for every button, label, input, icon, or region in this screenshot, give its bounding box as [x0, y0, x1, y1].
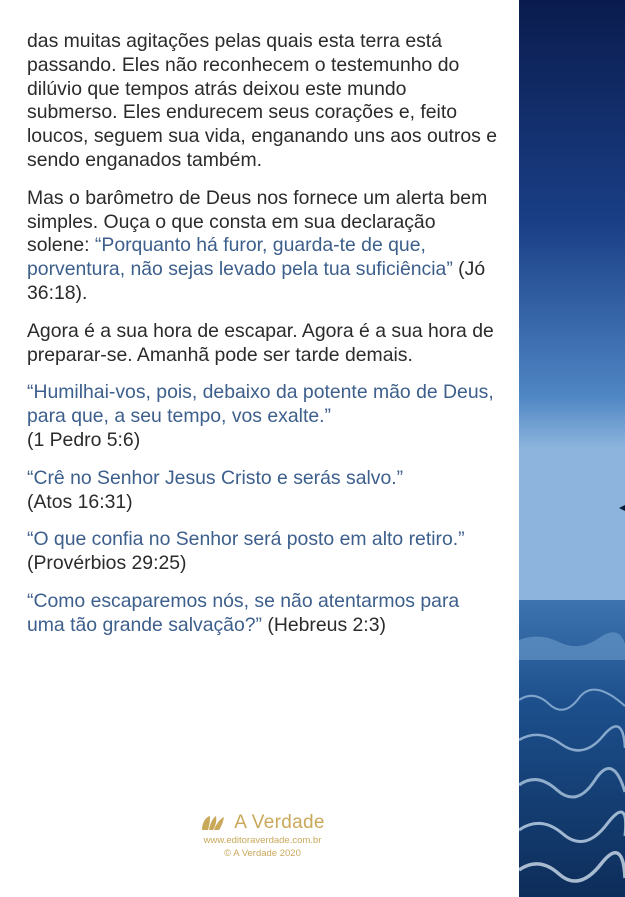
verse-1 — [27, 381, 497, 452]
paragraph-3 — [27, 320, 497, 368]
main-text — [27, 30, 497, 652]
verse-3-quote: “O que confia no Senhor será posto em alto retiro.” — [27, 528, 465, 551]
verse-4-ref: (Hebreus 2:3) — [262, 613, 386, 636]
paragraph-2 — [27, 187, 497, 306]
copyright: © A Verdade 2020 — [224, 848, 301, 859]
paragraph-1-text: das muitas agitações pelas quais esta terra está passando. Eles não reconhecem o testemunho do dilúvio que tempos atrás deixou este mundo submerso. Eles endurecem seus corações e, feito loucos, seguem sua vida, enganando uns aos outros e sendo enganados também. — [27, 30, 498, 171]
publisher-footer — [175, 812, 350, 859]
verse-2 — [27, 467, 497, 515]
paragraph-2-text: Mas o barômetro de Deus nos fornece um alerta bem simples. Ouça o que consta em sua declaração solene: — [27, 186, 488, 257]
verse-3-ref: (Provérbios 29:25) — [27, 552, 187, 575]
verse-3 — [27, 528, 497, 576]
publisher-website: www.editoraverdade.com.br — [203, 835, 322, 846]
verse-4 — [27, 590, 497, 638]
paragraph-1 — [27, 30, 497, 173]
brand-name: A Verdade — [234, 812, 325, 833]
ocean-photo — [519, 0, 625, 897]
verse-1-ref: (1 Pedro 5:6) — [27, 428, 141, 451]
verse-4-quote: “Como escaparemos nós, se não atentarmos para uma tão grande salvação?” — [27, 589, 460, 636]
paragraph-3-text: Agora é a sua hora de escapar. Agora é a sua hora de preparar-se. Amanhã pode ser tarde demais. — [27, 319, 494, 366]
verse-2-ref: (Atos 16:31) — [27, 490, 133, 513]
paragraph-2-quote: “Porquanto há furor, guarda-te de que, porventura, não sejas levado pela tua suficiência” — [27, 234, 453, 281]
paragraph-2-ref: (Jó 36:18). — [27, 258, 486, 304]
verse-1-quote: “Humilhai-vos, pois, debaixo da potente mão de Deus, para que, a seu tempo, vos exalte.” — [27, 381, 494, 428]
verse-2-quote: “Crê no Senhor Jesus Cristo e serás salvo.” — [27, 466, 404, 489]
open-book-logo-icon — [200, 814, 230, 832]
publisher-logo — [175, 812, 350, 834]
